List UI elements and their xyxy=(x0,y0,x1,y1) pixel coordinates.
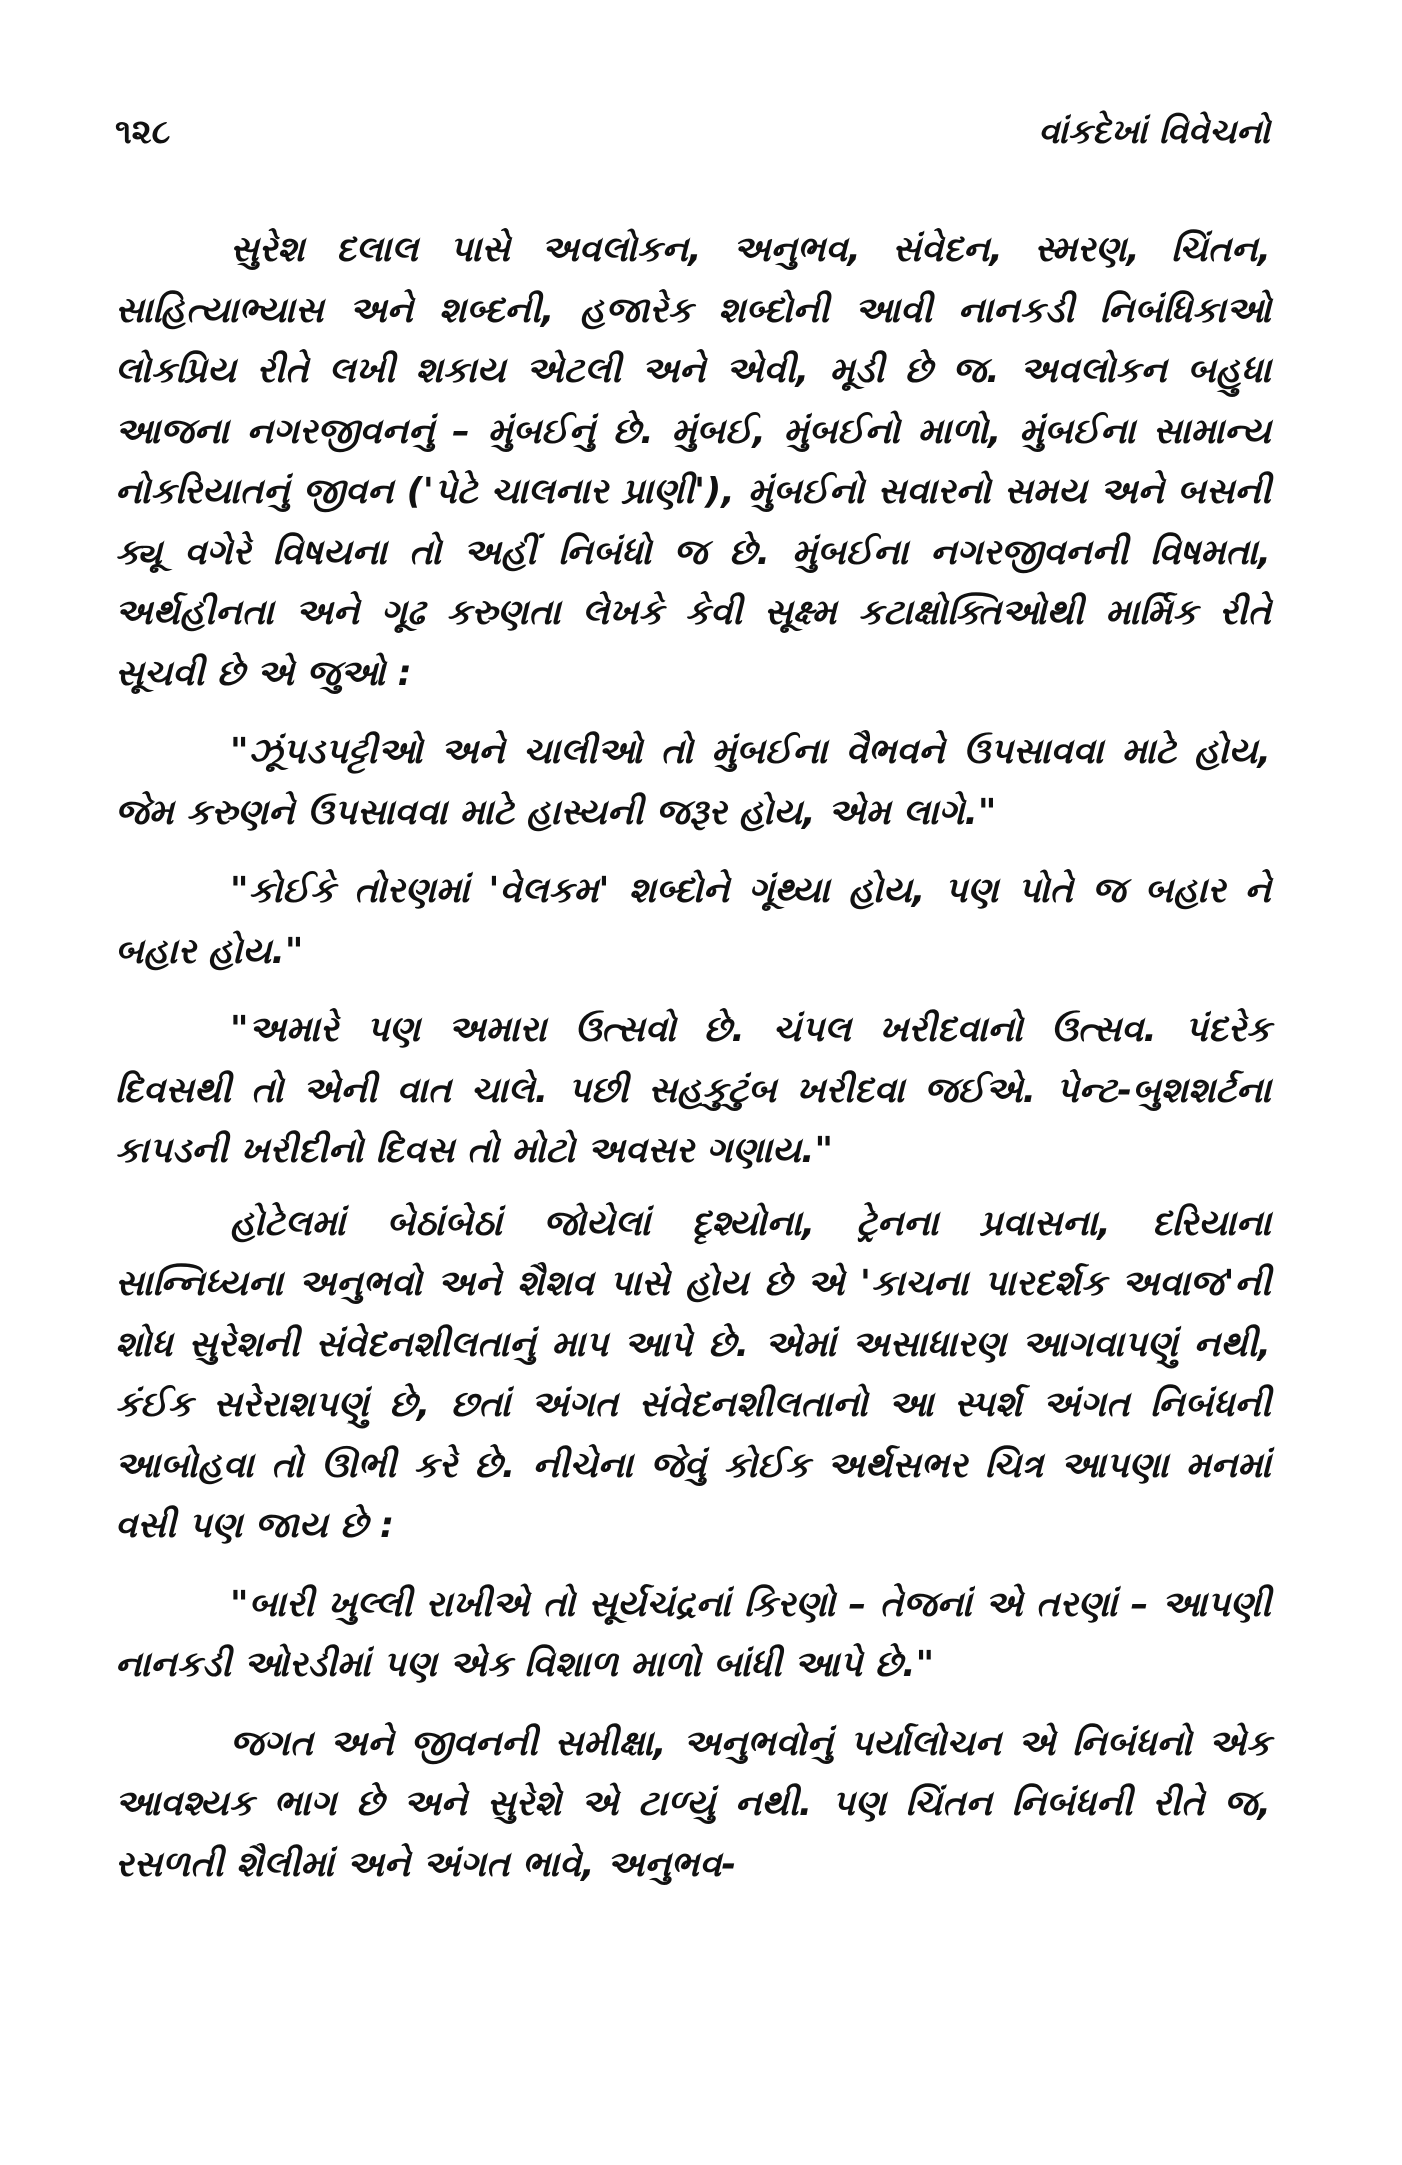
book-title: વાંકદેખાં વિવેચનો xyxy=(1038,112,1270,152)
quote-window: "બારી ખુલ્લી રાખીએ તો સૂર્યચંદ્રનાં કિરણો – તેજનાં એ તરણાં – આપણી નાનકડી ઓરડીમાં પણ એક વિશાળ માળો બાંધી આપે છે." xyxy=(115,1583,1271,1685)
quote-slums: "ઝૂંપડપટ્ટીઓ અને ચાલીઓ તો મુંબઈના વૈભવને ઉપસાવવા માટે હોય, જેમ કરુણને ઉપસાવવા માટે હાસ્યની જરૂર હોય, એમ લાગે." xyxy=(115,731,1271,833)
body-text xyxy=(115,220,1271,1895)
running-head xyxy=(115,112,1270,172)
quote-festivals: "અમારે પણ અમારા ઉત્સવો છે. ચંપલ ખરીદવાનો ઉત્સવ. પંદરેક દિવસથી તો એની વાત ચાલે. પછી સહકુટુંબ ખરીદવા જઈએ. પેન્ટ-બુશશર્ટના કાપડની ખરીદીનો દિવસ તો મોટો અવસર ગણાય." xyxy=(115,1009,1271,1171)
paragraph-reflection: જગત અને જીવનની સમીક્ષા, અનુભવોનું પર્યાલોચન એ નિબંધનો એક આવશ્યક ભાગ છે અને સુરેશે એ ટાળ્યું નથી. પણ ચિંતન નિબંધની રીતે જ, રસળતી શૈલીમાં અને અંગત ભાવે, અનુભવ- xyxy=(115,1722,1271,1885)
quote-welcome: "કોઈકે તોરણમાં 'વેલકમ' શબ્દોને ગૂંથ્યા હોય, પણ પોતે જ બહાર ને બહાર હોય." xyxy=(115,870,1271,972)
paragraph-sensitivity: હોટેલમાં બેઠાંબેઠાં જોયેલાં દૃશ્યોના, ટ્રેનના પ્રવાસના, દરિયાના સાન્નિધ્યના અનુભવો અને શૈશવ પાસે હોય છે એ 'કાચના પારદર્શક અવાજ'ની શોધ સુરેશની સંવેદનશીલતાનું માપ આપે છે. એમાં અસાધારણ આગવાપણું નથી, કંઈક સરેરાશપણું છે, છતાં અંગત સંવેદનશીલતાનો આ સ્પર્શ અંગત નિબંધની આબોહવા તો ઊભી કરે છે. નીચેના જેવું કોઈક અર્થસભર ચિત્ર આપણા મનમાં વસી પણ જાય છે : xyxy=(115,1202,1271,1546)
page-number: ૧૨૮ xyxy=(115,112,171,152)
paragraph-intro: સુરેશ દલાલ પાસે અવલોકન, અનુભવ, સંવેદન, સ્મરણ, ચિંતન, સાહિત્યાભ્યાસ અને શબ્દની, હજારેક શબ્દોની આવી નાનકડી નિબંધિકાઓ લોકપ્રિય રીતે લખી શકાય એટલી અને એવી, મૂડી છે જ. અવલોકન બહુધા આજના નગરજીવનનું – મુંબઈનું છે. મુંબઈ, મુંબઈનો માળો, મુંબઈના સામાન્ય નોકરિયાતનું જીવન ('પેટે ચાલનાર પ્રાણી'), મુંબઈનો સવારનો સમય અને બસની ક્યૂ વગેરે વિષયના તો અહીં નિબંધો જ છે. મુંબઈના નગરજીવનની વિષમતા, અર્થહીનતા અને ગૂઢ કરુણતા લેખકે કેવી સૂક્ષ્મ કટાક્ષોક્તિઓથી માર્મિક રીતે સૂચવી છે એ જુઓ : xyxy=(115,229,1271,694)
